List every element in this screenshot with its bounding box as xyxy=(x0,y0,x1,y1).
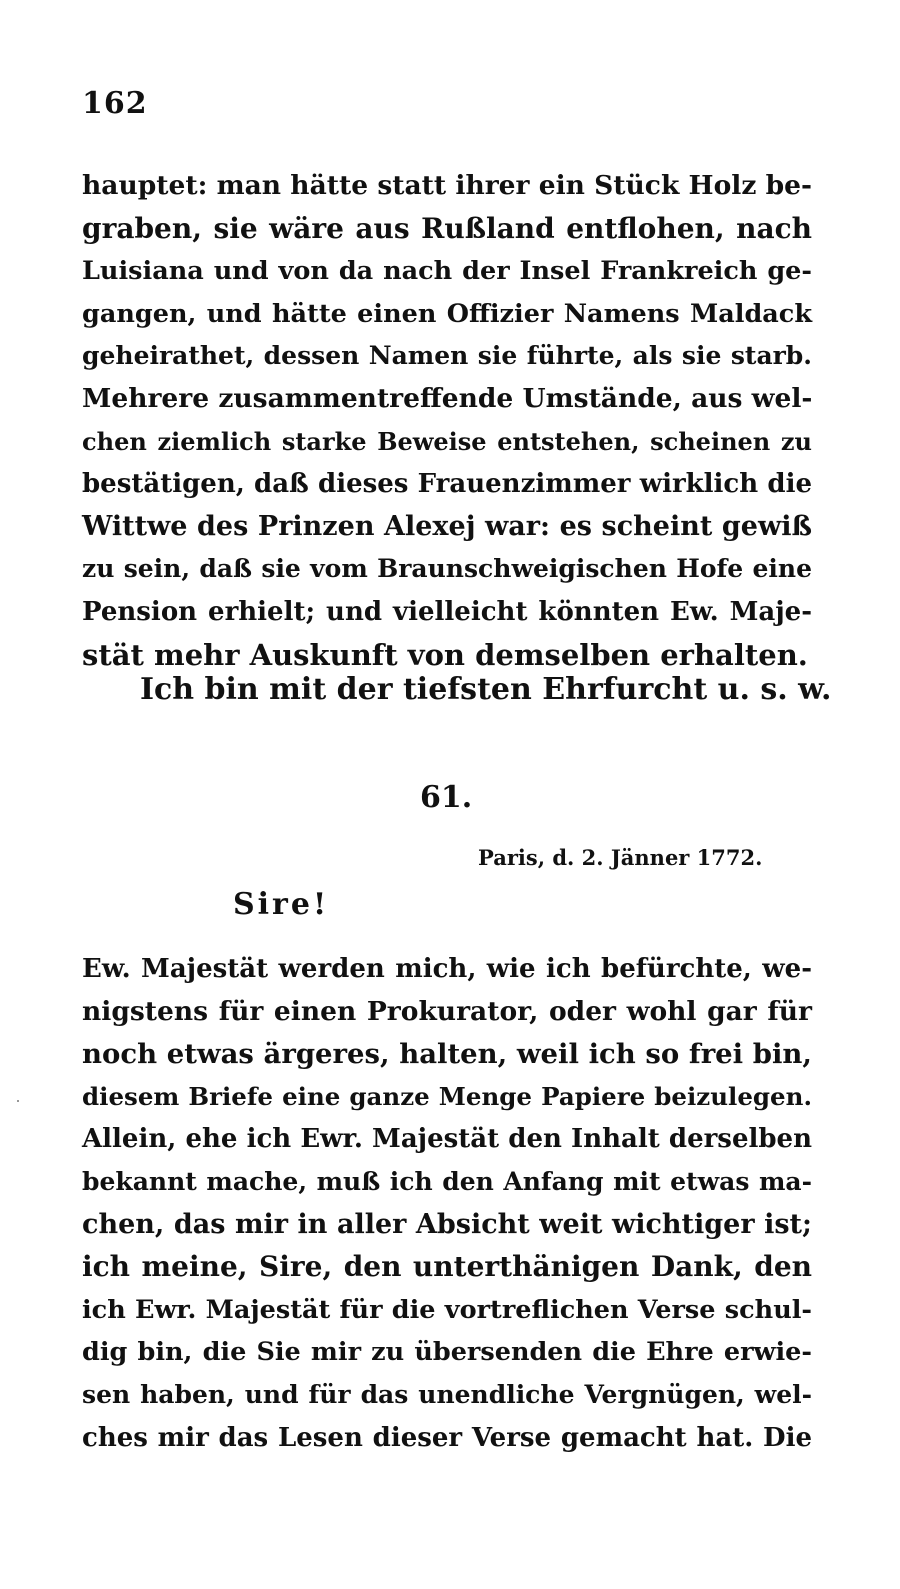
letter-number: 61. xyxy=(420,780,473,815)
text-line: Wittwe des Prinzen Alexej war: es scheint gewiß xyxy=(82,510,812,542)
text-line: nigstens für einen Prokurator, oder wohl gar für xyxy=(82,995,812,1027)
text-line: diesem Briefe eine ganze Menge Papiere beizulegen. xyxy=(82,1081,812,1111)
text-line: bekannt mache, muß ich den Anfang mit etwas ma- xyxy=(82,1166,812,1196)
dateline: Paris, d. 2. Jänner 1772. xyxy=(478,845,763,870)
paper-speck xyxy=(17,1100,19,1102)
page-number: 162 xyxy=(82,86,148,121)
text-line: graben, sie wäre aus Rußland entflohen, nach xyxy=(82,211,812,245)
text-line: sen haben, und für das unendliche Vergnügen, wel- xyxy=(82,1379,812,1409)
text-line: Mehrere zusammentreffende Umstände, aus wel- xyxy=(82,382,813,414)
paragraph-continued xyxy=(82,165,812,676)
salutation: Sire! xyxy=(233,887,330,922)
text-line: Pension erhielt; und vielleicht könnten Ew. Maje- xyxy=(82,596,812,627)
text-line: Allein, ehe ich Ewr. Majestät den Inhalt derselben xyxy=(82,1124,812,1155)
text-line: bestätigen, daß dieses Frauenzimmer wirklich die xyxy=(82,469,812,500)
text-line: chen ziemlich starke Beweise entstehen, scheinen zu xyxy=(82,426,812,456)
text-line: ches mir das Lesen dieser Verse gemacht hat. Die xyxy=(82,1422,812,1453)
text-line: zu sein, daß sie vom Braunschweigischen Hofe eine xyxy=(82,554,812,584)
text-line: hauptet: man hätte statt ihrer ein Stück Holz be- xyxy=(82,170,812,201)
text-line: noch etwas ärgeres, halten, weil ich so frei bin, xyxy=(82,1038,812,1071)
text-line: Luisiana und von da nach der Insel Frankreich ge- xyxy=(82,256,812,287)
letter-body xyxy=(82,948,812,1459)
text-line: stät mehr Auskunft von demselben erhalten. xyxy=(82,637,808,672)
text-line: dig bin, die Sie mir zu übersenden die Ehre erwie- xyxy=(82,1337,812,1368)
text-line: chen, das mir in aller Absicht weit wichtiger ist; xyxy=(82,1208,812,1240)
closing-formula: Ich bin mit der tiefsten Ehrfurcht u. s. w. xyxy=(140,672,832,707)
text-line: Ew. Majestät werden mich, wie ich befürchte, we- xyxy=(82,954,812,984)
text-line: ich Ewr. Majestät für die vortreflichen Verse schul- xyxy=(82,1294,812,1325)
text-line: gangen, und hätte einen Offizier Namens Maldack xyxy=(82,298,812,329)
text-line: ich meine, Sire, den unterthänigen Dank, den xyxy=(82,1250,812,1284)
text-line: geheirathet, dessen Namen sie führte, als sie starb. xyxy=(82,341,812,371)
